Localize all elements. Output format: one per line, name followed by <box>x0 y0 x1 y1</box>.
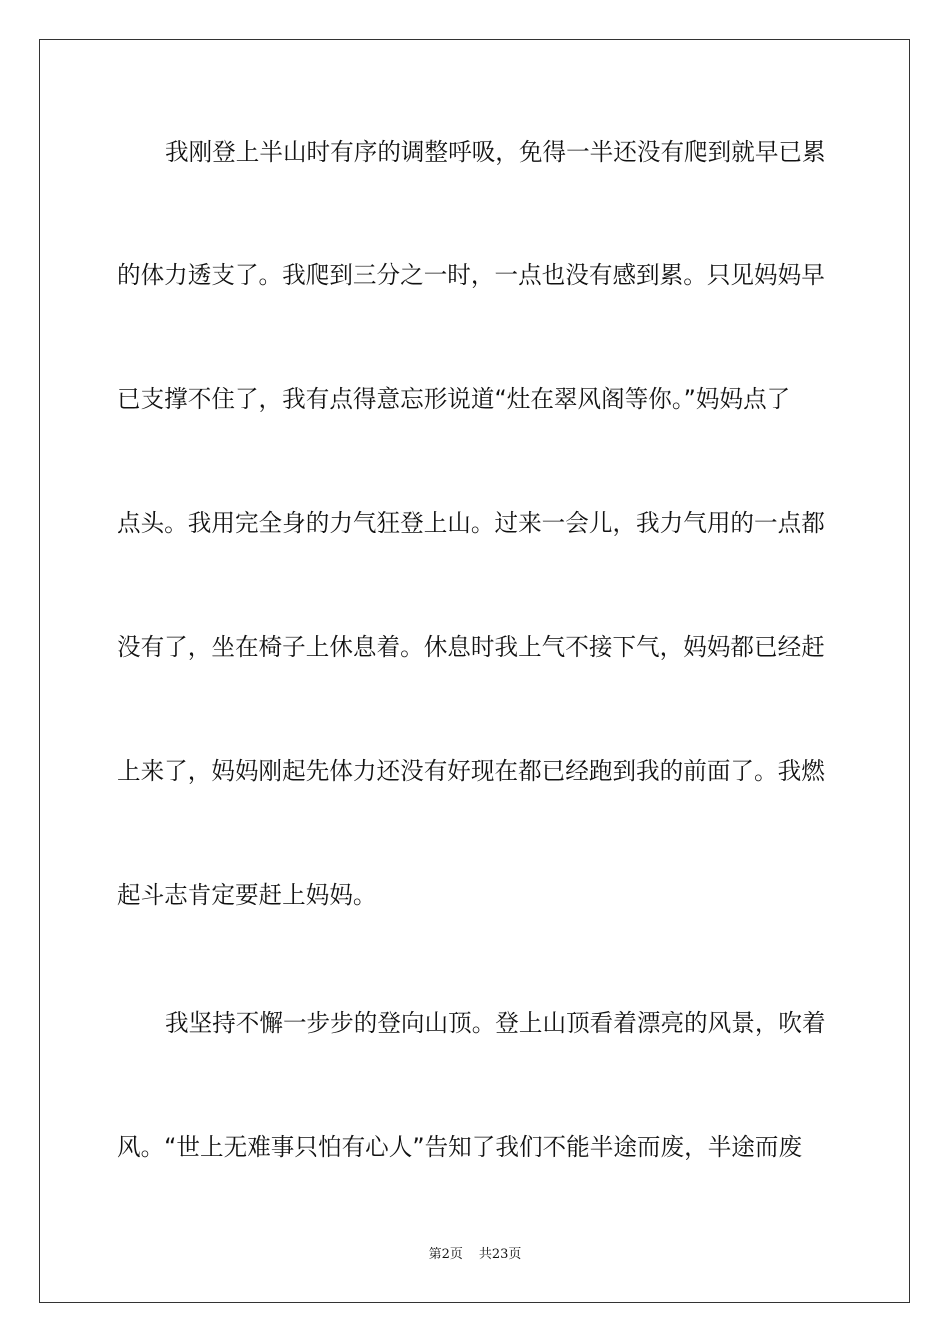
paragraph-2-line-2: 风。“世上无难事只怕有心人”告知了我们不能半途而废，半途而废 <box>117 1133 803 1161</box>
page-footer <box>0 1247 950 1263</box>
page-number: 第2页 <box>428 1247 463 1262</box>
paragraph-2-line-1: 我坚持不懈一步步的登向山顶。登上山顶看着漂亮的风景，吹着 <box>165 1009 826 1037</box>
paragraph-1-line-3: 已支撑不住了，我有点得意忘形说道“灶在翠风阁等你。”妈妈点了 <box>117 385 791 413</box>
page-border <box>39 39 910 1303</box>
page-total: 共23页 <box>478 1247 522 1262</box>
paragraph-1-line-1: 我刚登上半山时有序的调整呼吸，免得一半还没有爬到就早已累 <box>165 138 826 166</box>
paragraph-1-line-6: 上来了，妈妈刚起先体力还没有好现在都已经跑到我的前面了。我燃 <box>117 757 825 785</box>
paragraph-1-line-2: 的体力透支了。我爬到三分之一时，一点也没有感到累。只见妈妈早 <box>117 261 825 289</box>
paragraph-1-line-4: 点头。我用完全身的力气狂登上山。过来一会儿，我力气用的一点都 <box>117 509 825 537</box>
paragraph-1-line-7: 起斗志肯定要赶上妈妈。 <box>117 881 377 909</box>
paragraph-1-line-5: 没有了，坐在椅子上休息着。休息时我上气不接下气，妈妈都已经赶 <box>117 633 825 661</box>
